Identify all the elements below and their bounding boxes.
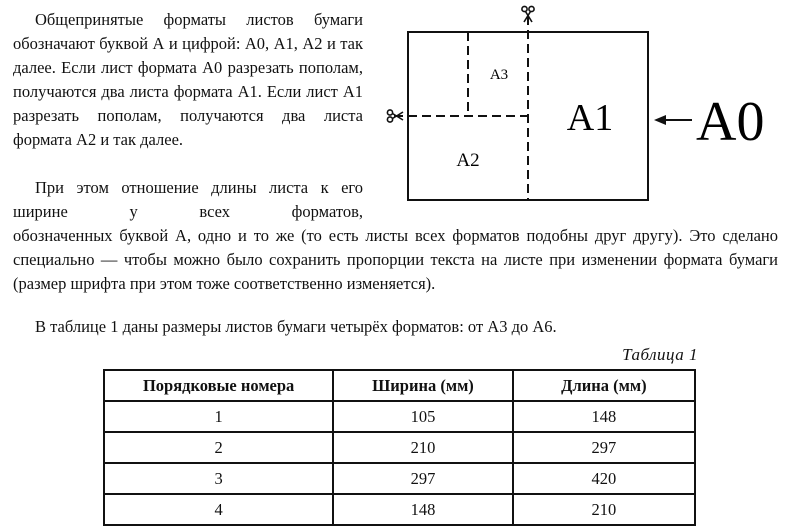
cell-length: 210 (513, 494, 695, 525)
a3-label: А3 (489, 67, 509, 83)
header-number: Порядковые номера (104, 370, 333, 401)
ratio-paragraph-start: При этом отношение длины листа к его ширине у всех форматов, (13, 178, 363, 221)
table-row (104, 494, 695, 525)
cell-width: 105 (333, 401, 512, 432)
table-intro-paragraph: В таблице 1 даны размеры листов бумаги четырёх форматов: от А3 до А6. (35, 317, 557, 336)
a2-label: А2 (456, 150, 480, 171)
table-row (104, 463, 695, 494)
cell-number: 4 (104, 494, 333, 525)
cell-number: 1 (104, 401, 333, 432)
cell-length: 297 (513, 432, 695, 463)
header-length: Длина (мм) (513, 370, 695, 401)
paper-format-diagram (380, 4, 790, 204)
intro-paragraph: Общепринятые форматы листов бумаги обозначают буквой А и цифрой: А0, А1, А2 и так далее. Если лист формата А0 разрезать пополам, получаются два листа формата А1. Если лист А1 разрезать пополам, получаются два листа формата А2 и так далее. (13, 10, 363, 149)
arrow-left-icon (654, 115, 692, 125)
cell-width: 148 (333, 494, 512, 525)
table-caption: Таблица 1 (622, 345, 698, 364)
cell-length: 420 (513, 463, 695, 494)
table-row (104, 432, 695, 463)
cell-width: 210 (333, 432, 512, 463)
header-width: Ширина (мм) (333, 370, 512, 401)
paper-sizes-table (103, 369, 696, 526)
a1-label: А1 (566, 97, 614, 139)
ratio-paragraph-rest: обозначенных буквой А, одно и то же (то есть листы всех форматов подобны друг другу). Это сделано специально — чтобы можно было сохранить пропорции текста на листе при изменении формата бумаги (размер шрифта при этом тоже соответственно изменяется). (13, 226, 778, 293)
table-header-row (104, 370, 695, 401)
a0-label: А0 (696, 91, 765, 153)
cell-number: 3 (104, 463, 333, 494)
cell-length: 148 (513, 401, 695, 432)
cell-width: 297 (333, 463, 512, 494)
table-row (104, 401, 695, 432)
cell-number: 2 (104, 432, 333, 463)
